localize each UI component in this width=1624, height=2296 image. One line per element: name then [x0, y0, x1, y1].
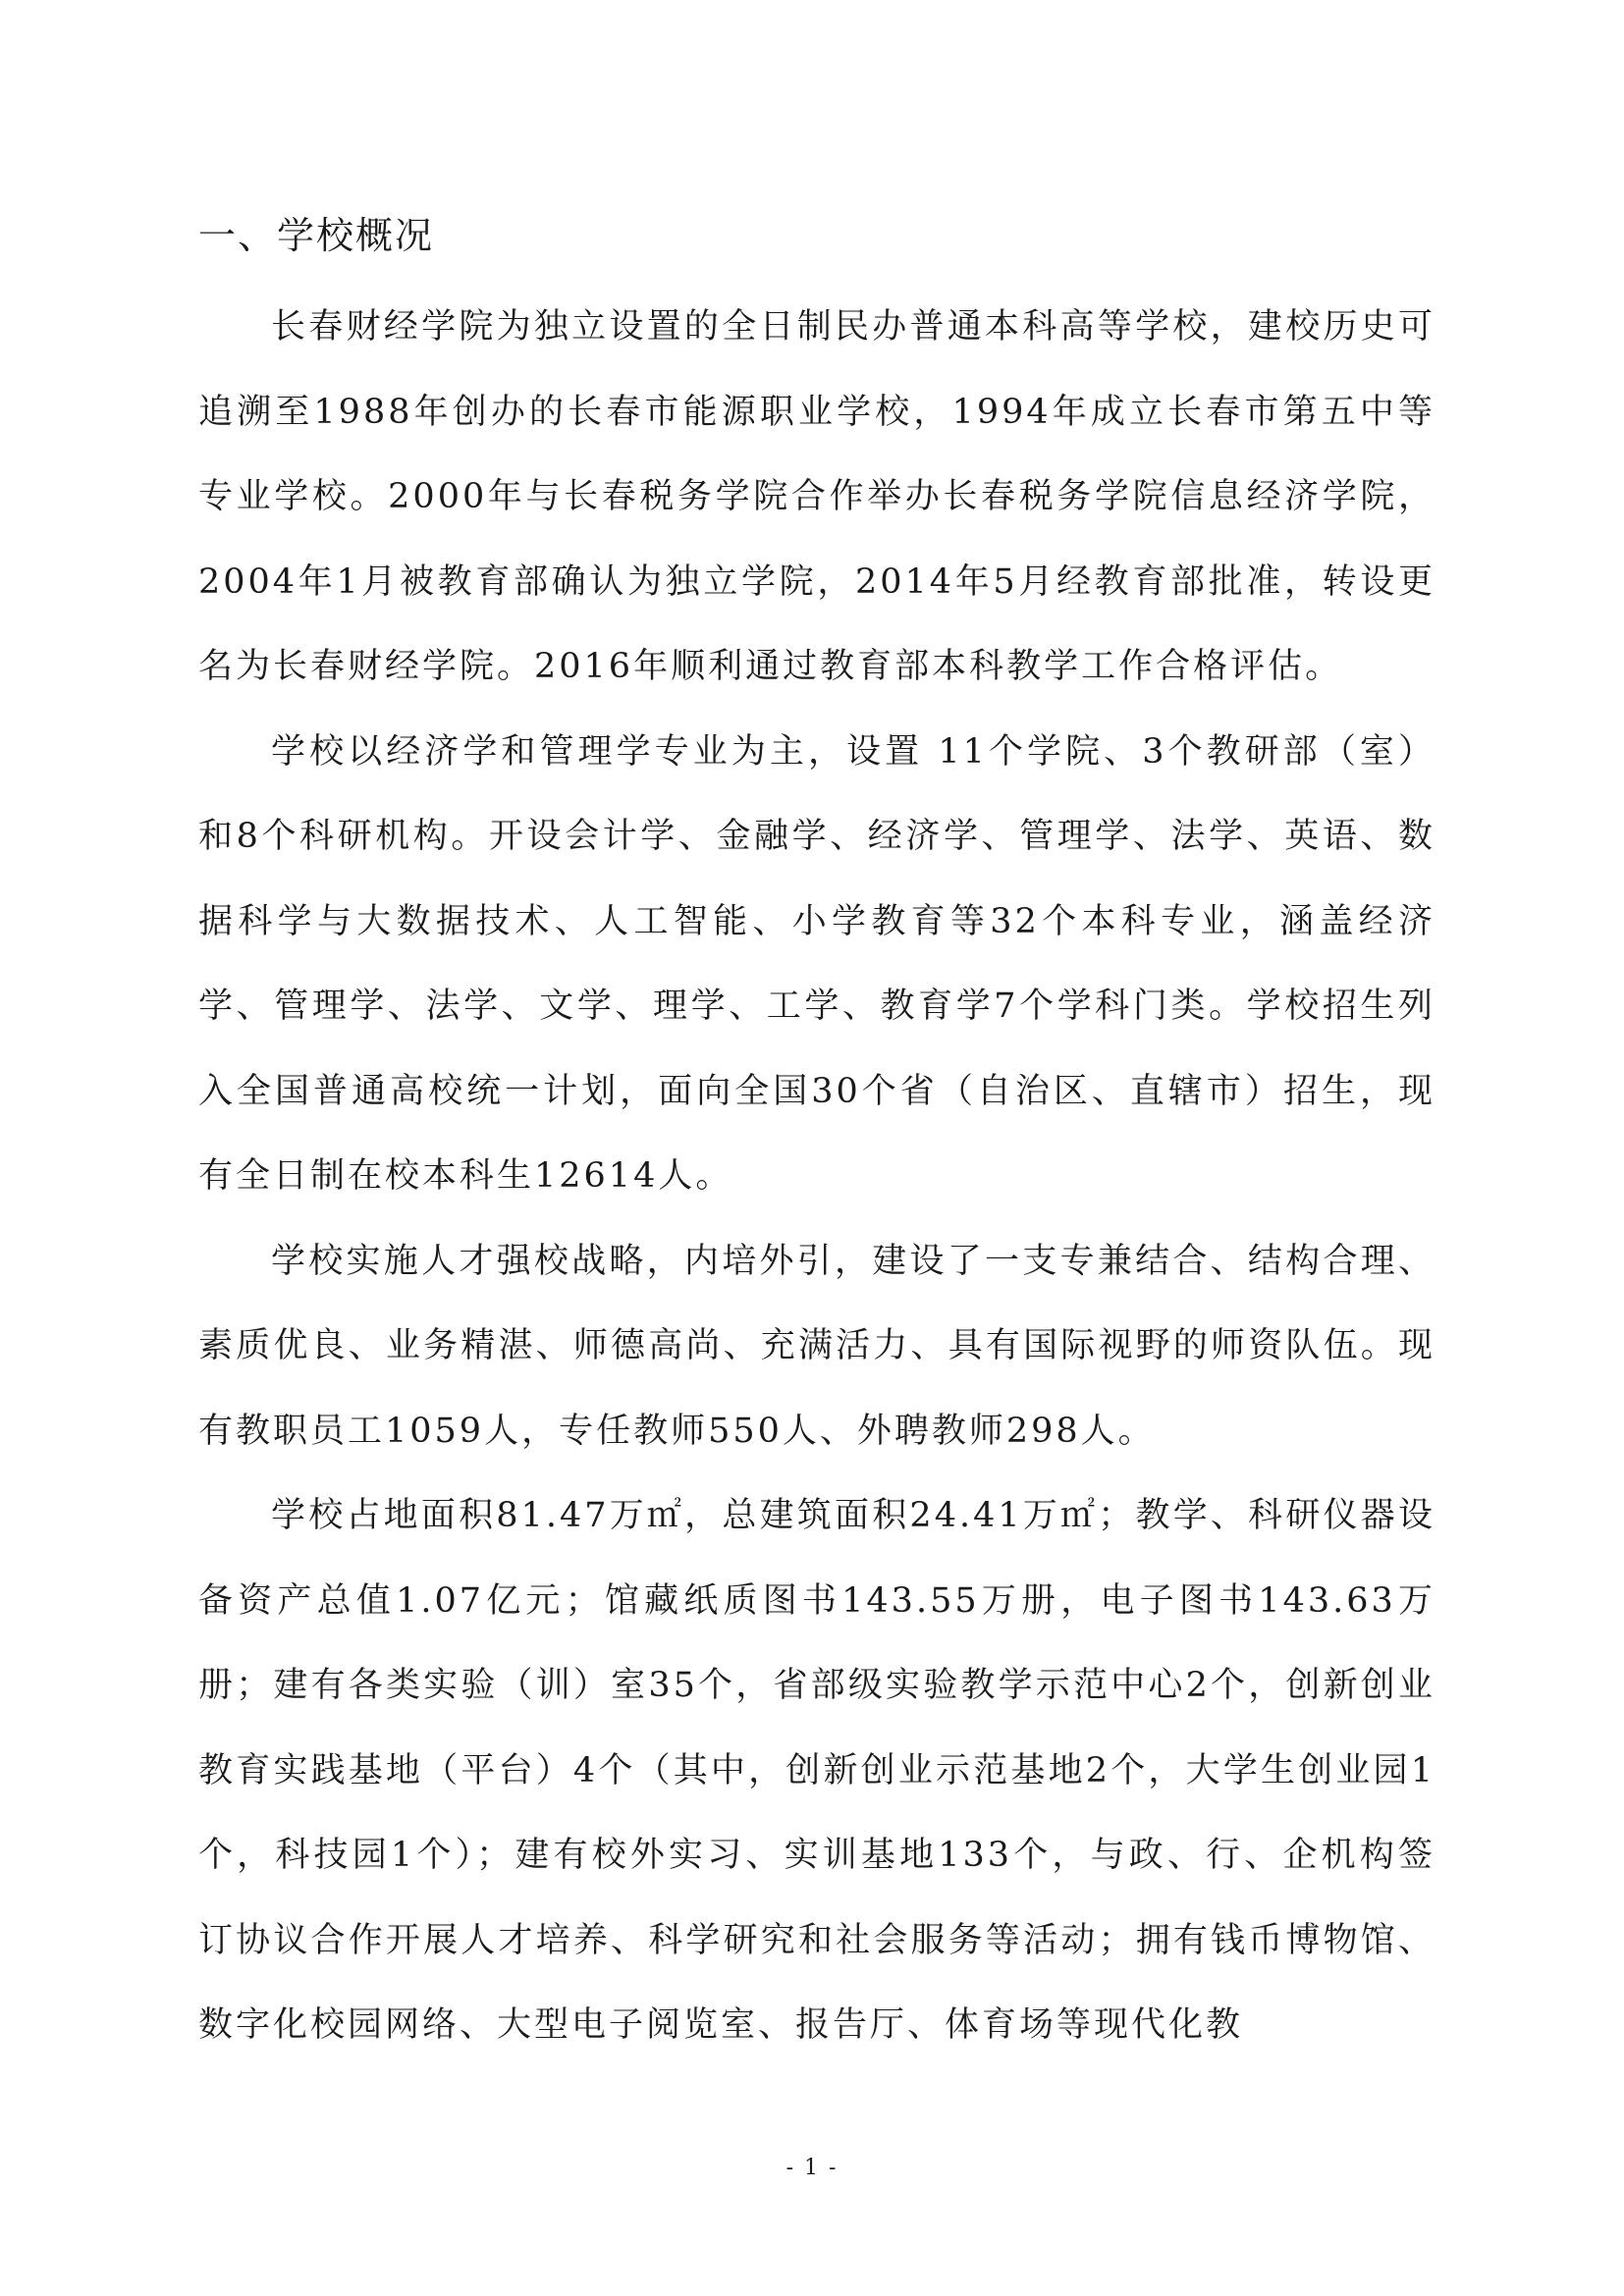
section-heading: 一、学校概况 — [198, 214, 435, 257]
paragraph-facilities: 学校占地面积81.47万㎡，总建筑面积24.41万㎡；教学、科研仪器设备资产总值1.07亿元；馆藏纸质图书143.55万册，电子图书143.63万册；建有各类实验（训）室35个，省部级实验教学示范中心2个，创新创业教育实践基地（平台）4个（其中，创新创业示范基地2个，大学生创业园1个，科技园1个）；建有校外实习、实训基地133个，与政、行、企机构签订协议合作开展人才培养、科学研究和社会服务等活动；拥有钱币博物馆、数字化校园网络、大型电子阅览室、报告厅、体育场等现代化教 — [198, 1496, 1435, 2045]
paragraph-disciplines: 学校以经济学和管理学专业为主，设置 11个学院、3个教研部（室）和8个科研机构。开设会计学、金融学、经济学、管理学、法学、英语、数据科学与大数据技术、人工智能、小学教育等32个本科专业，涵盖经济学、管理学、法学、文学、理学、工学、教育学7个学科门类。学校招生列入全国普通高校统一计划，面向全国30个省（自治区、直辖市）招生，现有全日制在校本科生12614人。 — [198, 731, 1435, 1196]
paragraph-history: 长春财经学院为独立设置的全日制民办普通本科高等学校，建校历史可追溯至1988年创办的长春市能源职业学校，1994年成立长春市第五中等专业学校。2000年与长春税务学院合作举办长春税务学院信息经济学院，2004年1月被教育部确认为独立学院，2014年5月经教育部批准，转设更名为长春财经学院。2016年顺利通过教育部本科教学工作合格评估。 — [198, 307, 1435, 686]
page-number: - 1 - — [785, 2156, 839, 2180]
paragraph-faculty: 学校实施人才强校战略，内培外引，建设了一支专兼结合、结构合理、素质优良、业务精湛、师德高尚、充满活力、具有国际视野的师资队伍。现有教职员工1059人，专任教师550人、外聘教师298人。 — [198, 1241, 1435, 1451]
body-text — [198, 285, 1435, 2068]
